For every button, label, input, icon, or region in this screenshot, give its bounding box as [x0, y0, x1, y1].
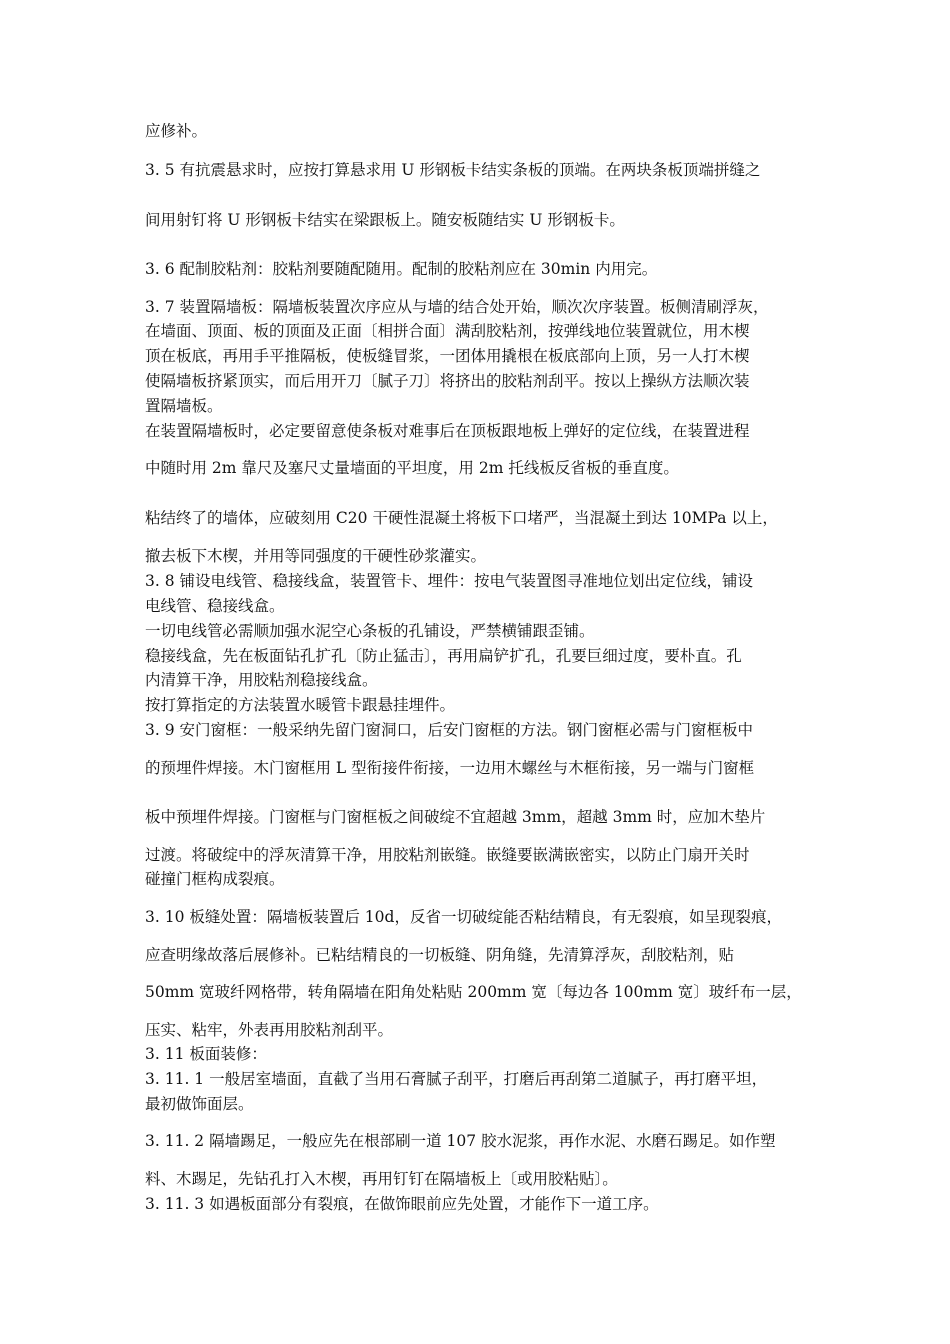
- text-line: 3. 5 有抗震悬求时，应按打算悬求用 U 形钢板卡结实条板的顶端。在两块条板顶端拼缝之: [145, 161, 761, 179]
- text-line: 电线管、稳接线盒。: [145, 597, 285, 615]
- text-line: 粘结终了的墙体，应破刻用 C20 干硬性混凝土将板下口堵严，当混凝土到达 10MPa 以上，: [145, 509, 778, 527]
- text-line: 按打算指定的方法装置水暖管卡跟悬挂埋件。: [145, 696, 456, 714]
- text-line: 间用射钉将 U 形钢板卡结实在梁跟板上。随安板随结实 U 形钢板卡。: [145, 211, 625, 229]
- text-line: 3. 10 板缝处置：隔墙板装置后 10d，反省一切破绽能否粘结精良，有无裂痕，如呈现裂痕，: [145, 908, 782, 926]
- text-line: 3. 9 安门窗框：一般采纳先留门窗洞口，后安门窗框的方法。钢门窗框必需与门窗框板中: [145, 721, 754, 739]
- text-line: 3. 7 装置隔墙板：隔墙板装置次序应从与墙的结合处开始，顺次次序装置。板侧清刷浮灰，: [145, 298, 769, 316]
- text-line: 3. 11. 3 如遇板面部分有裂痕，在做饰眼前应先处置，才能作下一道工序。: [145, 1195, 659, 1213]
- text-line: 一切电线管必需顺加强水泥空心条板的孔铺设，严禁横铺跟歪铺。: [145, 622, 595, 640]
- text-line: 在装置隔墙板时，必定要留意使条板对难事后在顶板跟地板上弹好的定位线，在装置进程: [145, 422, 750, 440]
- text-line: 在墙面、顶面、板的顶面及正面〔相拼合面〕满刮胶粘剂，按弹线地位装置就位，用木楔: [145, 322, 750, 340]
- text-line: 的预埋件焊接。木门窗框用 L 型衔接件衔接，一边用木螺丝与木框衔接，另一端与门窗框: [145, 759, 755, 777]
- text-line: 50mm 宽玻纤网格带，转角隔墙在阳角处粘贴 200mm 宽〔每边各 100mm 宽〕玻纤布一层，: [145, 983, 802, 1001]
- text-line: 中随时用 2m 靠尺及塞尺丈量墙面的平坦度，用 2m 托线板反省板的垂直度。: [145, 459, 679, 477]
- text-line: 3. 8 铺设电线管、稳接线盒，装置管卡、埋件：按电气装置图寻准地位划出定位线，铺设: [145, 572, 754, 590]
- text-line: 撤去板下木楔，并用等同强度的干硬性砂浆灌实。: [145, 547, 487, 565]
- text-line: 最初做饰面层。: [145, 1095, 254, 1113]
- text-line: 使隔墙板挤紧顶实，而后用开刀〔腻子刀〕将挤出的胶粘剂刮平。按以上操纵方法顺次装: [145, 372, 750, 390]
- text-line: 内清算干净，用胶粘剂稳接线盒。: [145, 671, 378, 689]
- text-line: 应修补。: [145, 122, 208, 140]
- text-line: 3. 11 板面装修：: [145, 1045, 267, 1063]
- text-line: 置隔墙板。: [145, 397, 223, 415]
- text-line: 板中预埋件焊接。门窗框与门窗框板之间破绽不宜超越 3mm，超越 3mm 时，应加木垫片: [145, 808, 766, 826]
- text-line: 料、木踢足，先钻孔打入木楔，再用钉钉在隔墙板上〔或用胶粘贴〕。: [145, 1170, 618, 1188]
- text-line: 碰撞门框构成裂痕。: [145, 870, 285, 888]
- text-line: 3. 11. 2 隔墙踢足，一般应先在根部刷一道 107 胶水泥浆，再作水泥、水磨石踢足。如作塑: [145, 1132, 776, 1150]
- text-line: 应查明缘故落后展修补。已粘结精良的一切板缝、阴角缝，先清算浮灰，刮胶粘剂，贴: [145, 946, 735, 964]
- text-line: 压实、粘牢，外表再用胶粘剂刮平。: [145, 1021, 394, 1039]
- text-line: 3. 6 配制胶粘剂：胶粘剂要随配随用。配制的胶粘剂应在 30min 内用完。: [145, 260, 658, 278]
- text-line: 稳接线盒，先在板面钻孔扩孔〔防止猛击〕，再用扁铲扩孔，孔要巨细过度，要朴直。孔: [145, 647, 742, 665]
- text-line: 过渡。将破绽中的浮灰清算干净，用胶粘剂嵌缝。嵌缝要嵌满嵌密实，以防止门扇开关时: [145, 846, 750, 864]
- text-line: 3. 11. 1 一般居室墙面，直截了当用石膏腻子刮平，打磨后再刮第二道腻子，再打磨平坦，: [145, 1070, 768, 1088]
- text-line: 顶在板底，再用手平推隔板，使板缝冒浆，一团体用撬根在板底部向上顶，另一人打木楔: [145, 347, 750, 365]
